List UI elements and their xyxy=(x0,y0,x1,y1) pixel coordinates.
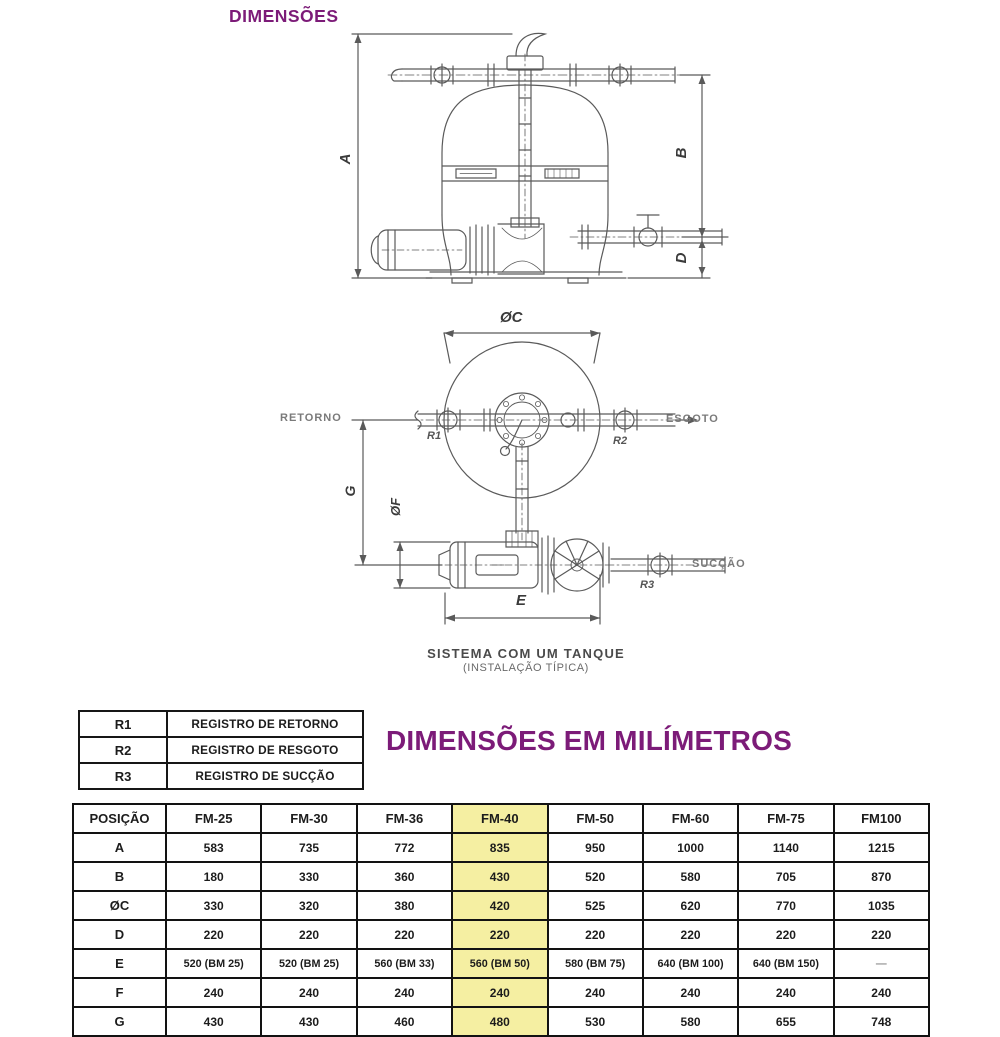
table-cell: 530 xyxy=(548,1007,643,1036)
table-cell: 1000 xyxy=(643,833,738,862)
table-cell: 460 xyxy=(357,1007,452,1036)
table-cell: 835 xyxy=(452,833,547,862)
col-header-fm36: FM-36 xyxy=(357,804,452,833)
table-row xyxy=(73,833,929,862)
table-cell: 220 xyxy=(357,920,452,949)
caption-line2: (INSTALAÇÃO TÍPICA) xyxy=(463,662,589,674)
col-header-fm40: FM-40 xyxy=(452,804,547,833)
row-header: B xyxy=(73,862,166,891)
dim-label-oc: ØC xyxy=(500,309,523,326)
table-cell: 772 xyxy=(357,833,452,862)
table-cell: 580 (BM 75) xyxy=(548,949,643,978)
table-cell: 560 (BM 33) xyxy=(357,949,452,978)
table-cell: 330 xyxy=(166,891,261,920)
table-cell: 240 xyxy=(834,978,929,1007)
legend-label: REGISTRO DE RESGOTO xyxy=(167,737,363,763)
legend-code: R1 xyxy=(79,711,167,737)
diagram-caption xyxy=(398,646,654,674)
table-cell: 220 xyxy=(834,920,929,949)
table-row xyxy=(73,891,929,920)
table-cell: 480 xyxy=(452,1007,547,1036)
col-header-posicao: POSIÇÃO xyxy=(73,804,166,833)
table-title: DIMENSÕES EM MILÍMETROS xyxy=(386,725,792,756)
table-cell: — xyxy=(834,949,929,978)
table-cell: 240 xyxy=(166,978,261,1007)
table-cell: 420 xyxy=(452,891,547,920)
table-cell: 525 xyxy=(548,891,643,920)
dim-label-of: ØF xyxy=(387,497,403,517)
table-cell: 705 xyxy=(738,862,833,891)
table-cell: 240 xyxy=(548,978,643,1007)
table-cell: 220 xyxy=(166,920,261,949)
table-cell: 520 (BM 25) xyxy=(261,949,356,978)
col-header-fm30: FM-30 xyxy=(261,804,356,833)
legend-row xyxy=(79,711,363,737)
dim-label-a: A xyxy=(336,153,354,165)
page-title: DIMENSÕES xyxy=(229,6,339,26)
dim-label-d: D xyxy=(672,252,690,264)
legend-label: REGISTRO DE SUCÇÃO xyxy=(167,763,363,789)
table-cell: 240 xyxy=(357,978,452,1007)
table-cell: 430 xyxy=(166,1007,261,1036)
table-cell: 360 xyxy=(357,862,452,891)
table-row xyxy=(73,1007,929,1036)
table-cell: 735 xyxy=(261,833,356,862)
legend-row xyxy=(79,763,363,789)
table-row xyxy=(73,949,929,978)
row-header: E xyxy=(73,949,166,978)
table-cell: 870 xyxy=(834,862,929,891)
dim-label-e: E xyxy=(516,592,527,609)
label-r2: R2 xyxy=(613,435,628,447)
table-cell: 430 xyxy=(261,1007,356,1036)
row-header: ØC xyxy=(73,891,166,920)
table-cell: 240 xyxy=(452,978,547,1007)
table-cell: 330 xyxy=(261,862,356,891)
table-cell: 580 xyxy=(643,1007,738,1036)
table-cell: 430 xyxy=(452,862,547,891)
table-cell: 770 xyxy=(738,891,833,920)
col-header-fm100: FM100 xyxy=(834,804,929,833)
table-cell: 220 xyxy=(261,920,356,949)
table-row xyxy=(73,920,929,949)
table-cell: 220 xyxy=(738,920,833,949)
table-row xyxy=(73,978,929,1007)
row-header: D xyxy=(73,920,166,949)
table-cell: 640 (BM 100) xyxy=(643,949,738,978)
row-header: F xyxy=(73,978,166,1007)
row-header: G xyxy=(73,1007,166,1036)
table-cell: 1215 xyxy=(834,833,929,862)
table-cell: 240 xyxy=(261,978,356,1007)
dimensions-table xyxy=(72,803,930,1037)
label-r1: R1 xyxy=(427,430,442,442)
table-row xyxy=(73,862,929,891)
col-header-fm60: FM-60 xyxy=(643,804,738,833)
table-cell: 1140 xyxy=(738,833,833,862)
col-header-fm75: FM-75 xyxy=(738,804,833,833)
table-cell: 560 (BM 50) xyxy=(452,949,547,978)
table-cell: 655 xyxy=(738,1007,833,1036)
row-header: A xyxy=(73,833,166,862)
legend-label: REGISTRO DE RETORNO xyxy=(167,711,363,737)
table-cell: 950 xyxy=(548,833,643,862)
table-cell: 1035 xyxy=(834,891,929,920)
caption-line1: SISTEMA COM UM TANQUE xyxy=(427,646,625,661)
legend-code: R2 xyxy=(79,737,167,763)
table-cell: 240 xyxy=(738,978,833,1007)
table-cell: 220 xyxy=(548,920,643,949)
col-header-fm50: FM-50 xyxy=(548,804,643,833)
legend-row xyxy=(79,737,363,763)
table-cell: 580 xyxy=(643,862,738,891)
table-cell: 180 xyxy=(166,862,261,891)
label-esgoto: ESGOTO xyxy=(666,413,719,425)
table-header-row xyxy=(73,804,929,833)
label-r3: R3 xyxy=(640,579,655,591)
label-retorno: RETORNO xyxy=(280,412,342,424)
dim-label-b: B xyxy=(672,147,690,159)
table-cell: 640 (BM 150) xyxy=(738,949,833,978)
table-cell: 520 xyxy=(548,862,643,891)
table-cell: 620 xyxy=(643,891,738,920)
col-header-fm25: FM-25 xyxy=(166,804,261,833)
table-cell: 748 xyxy=(834,1007,929,1036)
table-cell: 220 xyxy=(643,920,738,949)
table-cell: 380 xyxy=(357,891,452,920)
table-cell: 220 xyxy=(452,920,547,949)
table-cell: 520 (BM 25) xyxy=(166,949,261,978)
dim-label-g: G xyxy=(342,485,358,497)
table-cell: 240 xyxy=(643,978,738,1007)
top-view-diagram xyxy=(270,303,750,648)
legend-table xyxy=(78,710,364,790)
label-succao: SUCÇÃO xyxy=(692,558,746,570)
legend-code: R3 xyxy=(79,763,167,789)
table-cell: 320 xyxy=(261,891,356,920)
table-cell: 583 xyxy=(166,833,261,862)
